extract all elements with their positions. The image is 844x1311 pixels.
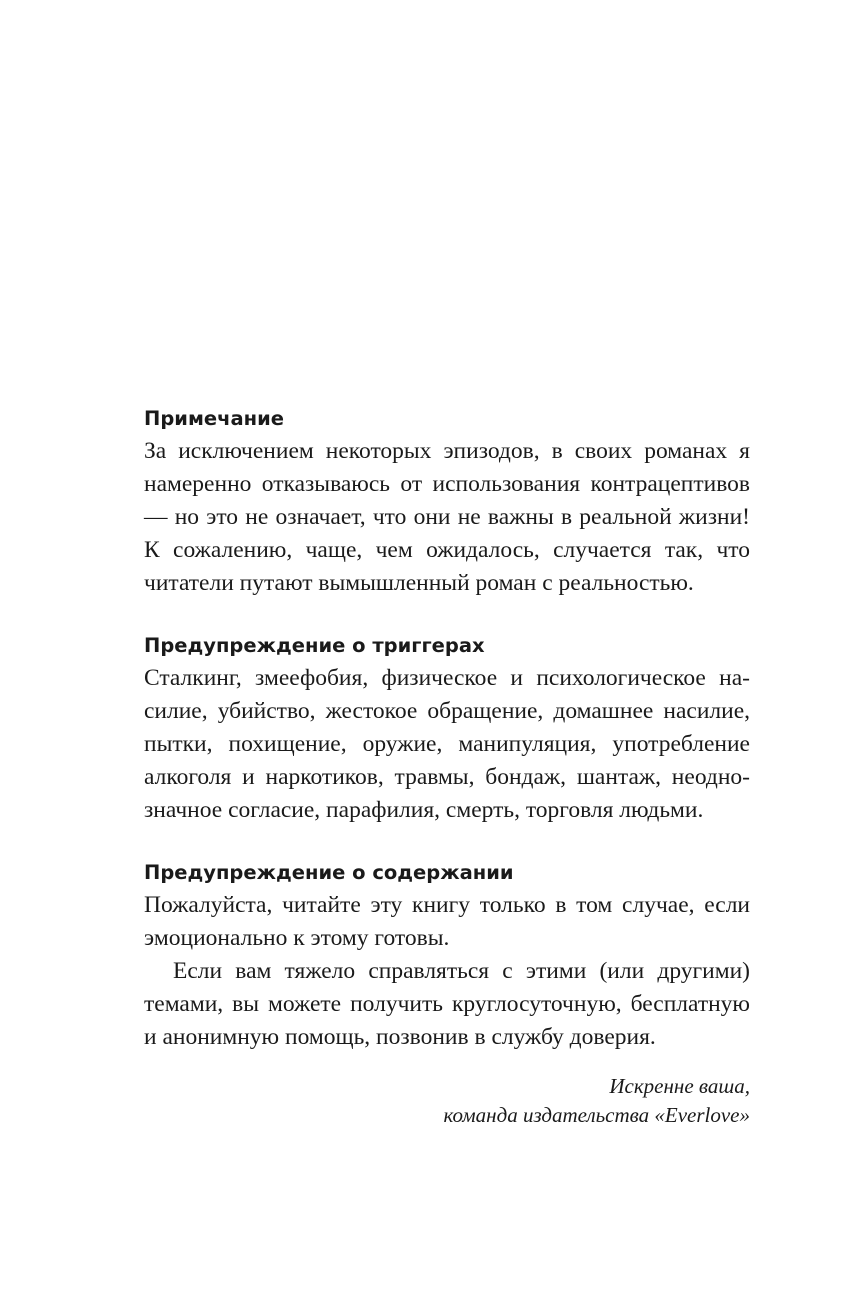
- content-warning-section: [144, 856, 750, 1054]
- trigger-warning-paragraph: Сталкинг, змеефобия, физическое и психологическое насилие, убийство, жестокое обращение, домашнее насилие, пытки, похищение, оружие, манипуляция, употребление алкоголя и наркотиков, травмы, бондаж, шантаж, неоднозначное согласие, парафилия, смерть, торговля людьми.: [144, 665, 750, 823]
- signature: [144, 1072, 750, 1130]
- content-warning-paragraph-help: Если вам тяжело справляться с этими (или другими) темами, вы можете получить круглосуточную, бесплатную и анонимную помощь, позвонив в службу доверия.: [144, 958, 750, 1050]
- signature-line-2: команда издательства «Everlove»: [443, 1103, 750, 1127]
- content-warning-paragraph: Пожалуйста, читайте эту книгу только в том случае, если эмоционально к этому готовы.: [144, 892, 750, 951]
- note-heading: Примечание: [144, 407, 285, 430]
- signature-line-1: Искренне ваша,: [609, 1074, 750, 1098]
- content-warning-heading: Предупреждение о содержании: [144, 861, 514, 884]
- page-content: [144, 402, 750, 1130]
- note-paragraph: За исключением некоторых эпизодов, в своих романах я намеренно отказываюсь от использования контрацептивов — но это не означает, что они не важны в реальной жизни! К сожалению, чаще, чем ожидалось, случается так, что читатели путают вымышленный роман с реальностью.: [144, 438, 750, 596]
- trigger-warning-section: [144, 629, 750, 827]
- trigger-warning-heading: Предупреждение о триггерах: [144, 634, 485, 657]
- note-section: [144, 402, 750, 600]
